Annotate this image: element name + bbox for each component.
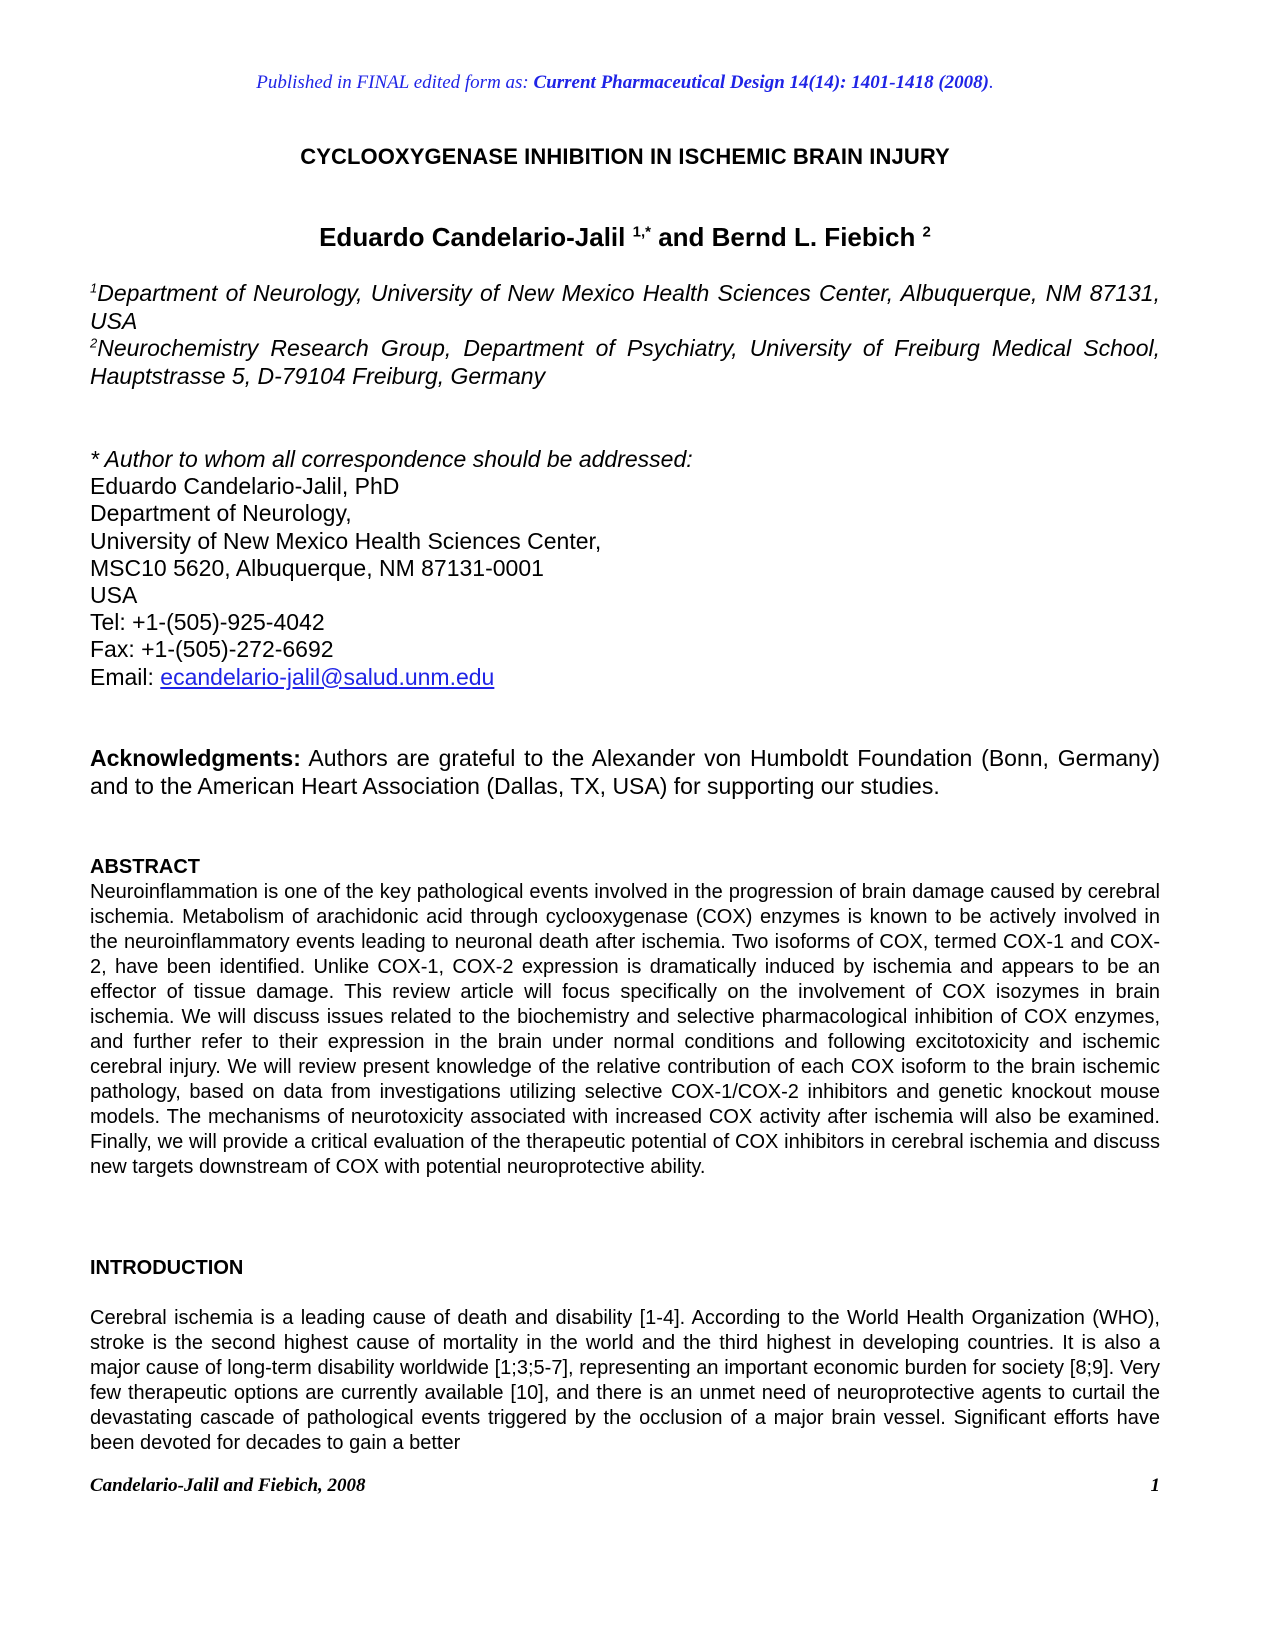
affiliations (90, 280, 1160, 390)
author-1-name: Eduardo Candelario-Jalil (319, 222, 633, 252)
footer-running-author: Candelario-Jalil and Fiebich, 2008 (90, 1475, 366, 1496)
affiliation-1-mark: 1 (90, 280, 98, 296)
abstract-text: Neuroinflammation is one of the key pathological events involved in the progression of brain damage caused by cerebral ischemia. Metabolism of arachidonic acid through cyclooxygenase (COX) enzymes is known to be actively involved in the neuroinflammatory events leading to neuronal death after ischemia. Two isoforms of COX, termed COX-1 and COX-2, have been identified. Unlike COX-1, COX-2 expression is dramatically induced by ischemia and appears to be an effector of tissue damage. This review article will focus specifically on the involvement of COX isozymes in brain ischemia. We will discuss issues related to the biochemistry and selective pharmacological inhibition of COX enzymes, and further refer to their expression in the brain under normal conditions and following excitotoxicity and ischemic cerebral injury. We will review present knowledge of the relative contribution of each COX isoform to the brain ischemic pathology, based on data from investigations utilizing selective COX-1/COX-2 inhibitors and genetic knockout mouse models. The mechanisms of neurotoxicity associated with increased COX activity after ischemia will also be examined. Finally, we will provide a critical evaluation of the therapeutic potential of COX inhibitors in cerebral ischemia and discuss new targets downstream of COX with potential neuroprotective ability. (90, 881, 1160, 1178)
correspondence-lead: * Author to whom all correspondence should be addressed: (90, 446, 693, 472)
affiliation-2-text: Neurochemistry Research Group, Department of Psychiatry, University of Freiburg Medical School, Hauptstrasse 5, D-79104 Freiburg, Germany (90, 335, 1160, 389)
affiliation-2 (90, 335, 1160, 390)
author-2-marks: 2 (922, 223, 931, 241)
email-label: Email: (90, 663, 161, 690)
publication-note (90, 72, 1160, 94)
journal-citation: Current Pharmaceutical Design 14(14): 1401-1418 (2008) (533, 72, 989, 93)
acknowledgments (90, 745, 1160, 800)
correspondence-address: MSC10 5620, Albuquerque, NM 87131-0001 (90, 554, 544, 581)
correspondence-tel: Tel: +1-(505)-925-4042 (90, 609, 325, 636)
correspondence-country: USA (90, 582, 138, 609)
publication-prefix: Published in FINAL edited form as: (256, 72, 534, 93)
author-line (90, 222, 1160, 253)
acknowledgments-text: Authors are grateful to the Alexander von Humboldt Foundation (Bonn, Germany) and to the American Heart Association (Dallas, TX, USA) for supporting our studies. (90, 745, 1160, 799)
correspondence-institution: University of New Mexico Health Sciences Center, (90, 527, 602, 554)
affiliation-2-mark: 2 (90, 335, 98, 351)
correspondence-email-line (90, 664, 1160, 691)
affiliation-1 (90, 280, 1160, 335)
paper-title: CYCLOOXYGENASE INHIBITION IN ISCHEMIC BRAIN INJURY (300, 144, 950, 169)
email-link[interactable]: ecandelario-jalil@salud.unm.edu (160, 663, 495, 690)
correspondence-name: Eduardo Candelario-Jalil, PhD (90, 473, 400, 500)
correspondence-department: Department of Neurology, (90, 500, 352, 527)
affiliation-1-text: Department of Neurology, University of New Mexico Health Sciences Center, Albuquerque, NM 87131, USA (90, 280, 1160, 334)
acknowledgments-label: Acknowledgments: (90, 745, 301, 771)
author-1-marks: 1,* (632, 223, 651, 241)
author-connector: and Bernd L. Fiebich (650, 222, 923, 252)
introduction-heading: INTRODUCTION (90, 1257, 244, 1279)
correspondence-fax: Fax: +1-(505)-272-6692 (90, 636, 334, 663)
abstract-heading: ABSTRACT (90, 856, 200, 878)
introduction-text: Cerebral ischemia is a leading cause of death and disability [1-4]. According to the World Health Organization (WHO), stroke is the second highest cause of mortality in the world and the third highest in developing countries. It is also a major cause of long-term disability worldwide [1;3;5-7], representing an important economic burden for society [8;9]. Very few therapeutic options are currently available [10], and there is an unmet need of neuroprotective agents to curtail the devastating cascade of pathological events triggered by the occlusion of a major brain vessel. Significant efforts have been devoted for decades to gain a better (90, 1307, 1160, 1454)
publication-suffix: . (988, 72, 994, 93)
correspondence-block (90, 446, 1160, 691)
footer-page-number: 1 (1150, 1475, 1160, 1496)
page-footer (90, 1475, 1160, 1497)
